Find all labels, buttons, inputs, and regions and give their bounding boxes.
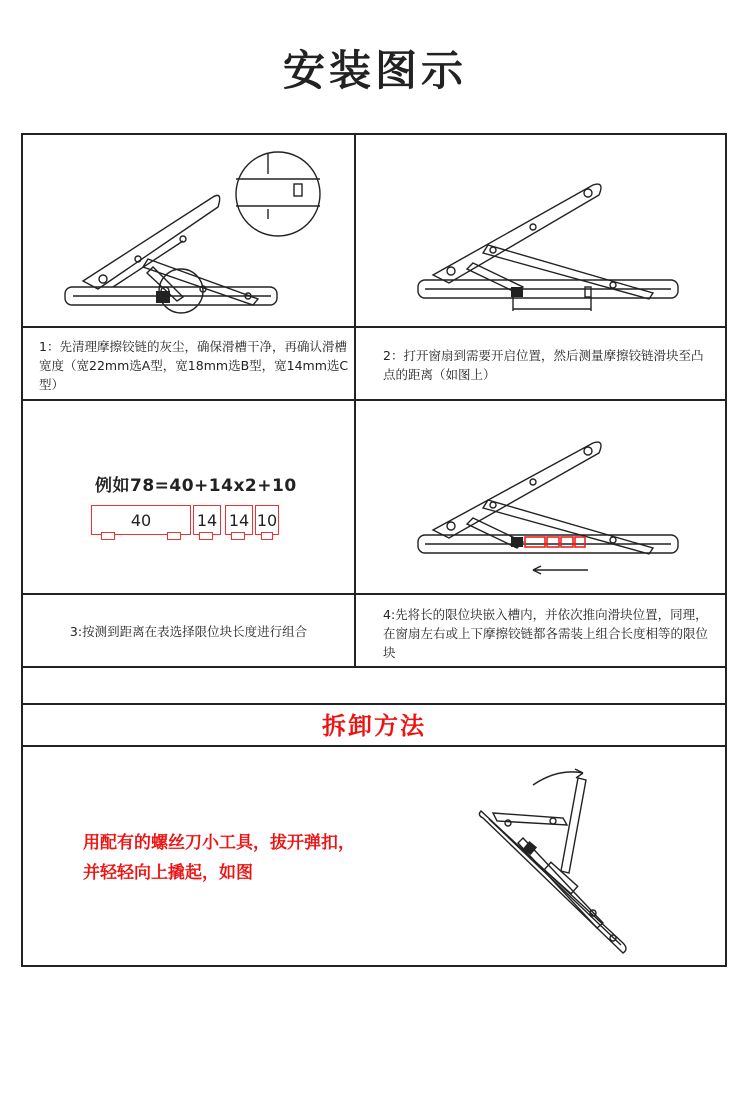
page-title: 安装图示 [282, 46, 467, 95]
spacer-block-14: 14 [225, 505, 253, 535]
spacer-blocks [91, 505, 291, 553]
step-4-caption: 4:先将长的限位块嵌入槽内，并依次推向滑块位置，同理，在窗扇左右或上下摩擦铰链都各需装上组合长度相等的限位块 [383, 607, 709, 660]
spacer-block-40: 40 [91, 505, 191, 535]
divider [23, 593, 725, 595]
spacer-block-10: 10 [255, 505, 279, 535]
spacer-block-14: 14 [193, 505, 221, 535]
hinge-insert-figure [413, 435, 713, 580]
removal-instructions [83, 828, 443, 888]
spacer-tab [231, 532, 245, 540]
spacer-tab [199, 532, 213, 540]
divider [23, 666, 725, 668]
step-1-caption: 1：先清理摩擦铰链的灰尘，确保滑槽干净，再确认滑槽宽度（宽22mm选A型，宽18mm选B型，宽14mm选C型） [39, 339, 349, 392]
divider [23, 326, 725, 328]
divider [23, 703, 725, 705]
example-formula: 例如78=40+14x2+10 [95, 476, 297, 496]
hinge-closeup-figure [53, 149, 353, 314]
removal-line-2: 并轻轻向上撬起，如图 [83, 863, 253, 883]
instruction-table [21, 133, 727, 967]
spacer-tab [261, 532, 273, 540]
divider [23, 399, 725, 401]
hinge-removal-figure [463, 763, 663, 958]
step-2-caption: 2：打开窗扇到需要开启位置，然后测量摩擦铰链滑块至凸点的距离（如图上） [383, 348, 704, 382]
removal-line-1: 用配有的螺丝刀小工具，拔开弹扣， [83, 833, 355, 853]
divider [354, 135, 356, 666]
step-3-caption: 3:按测到距离在表选择限位块长度进行组合 [69, 624, 308, 639]
hinge-measure-figure [413, 175, 713, 315]
spacer-tab [101, 532, 115, 540]
divider [23, 745, 725, 747]
removal-title: 拆卸方法 [322, 712, 426, 740]
spacer-tab [167, 532, 181, 540]
